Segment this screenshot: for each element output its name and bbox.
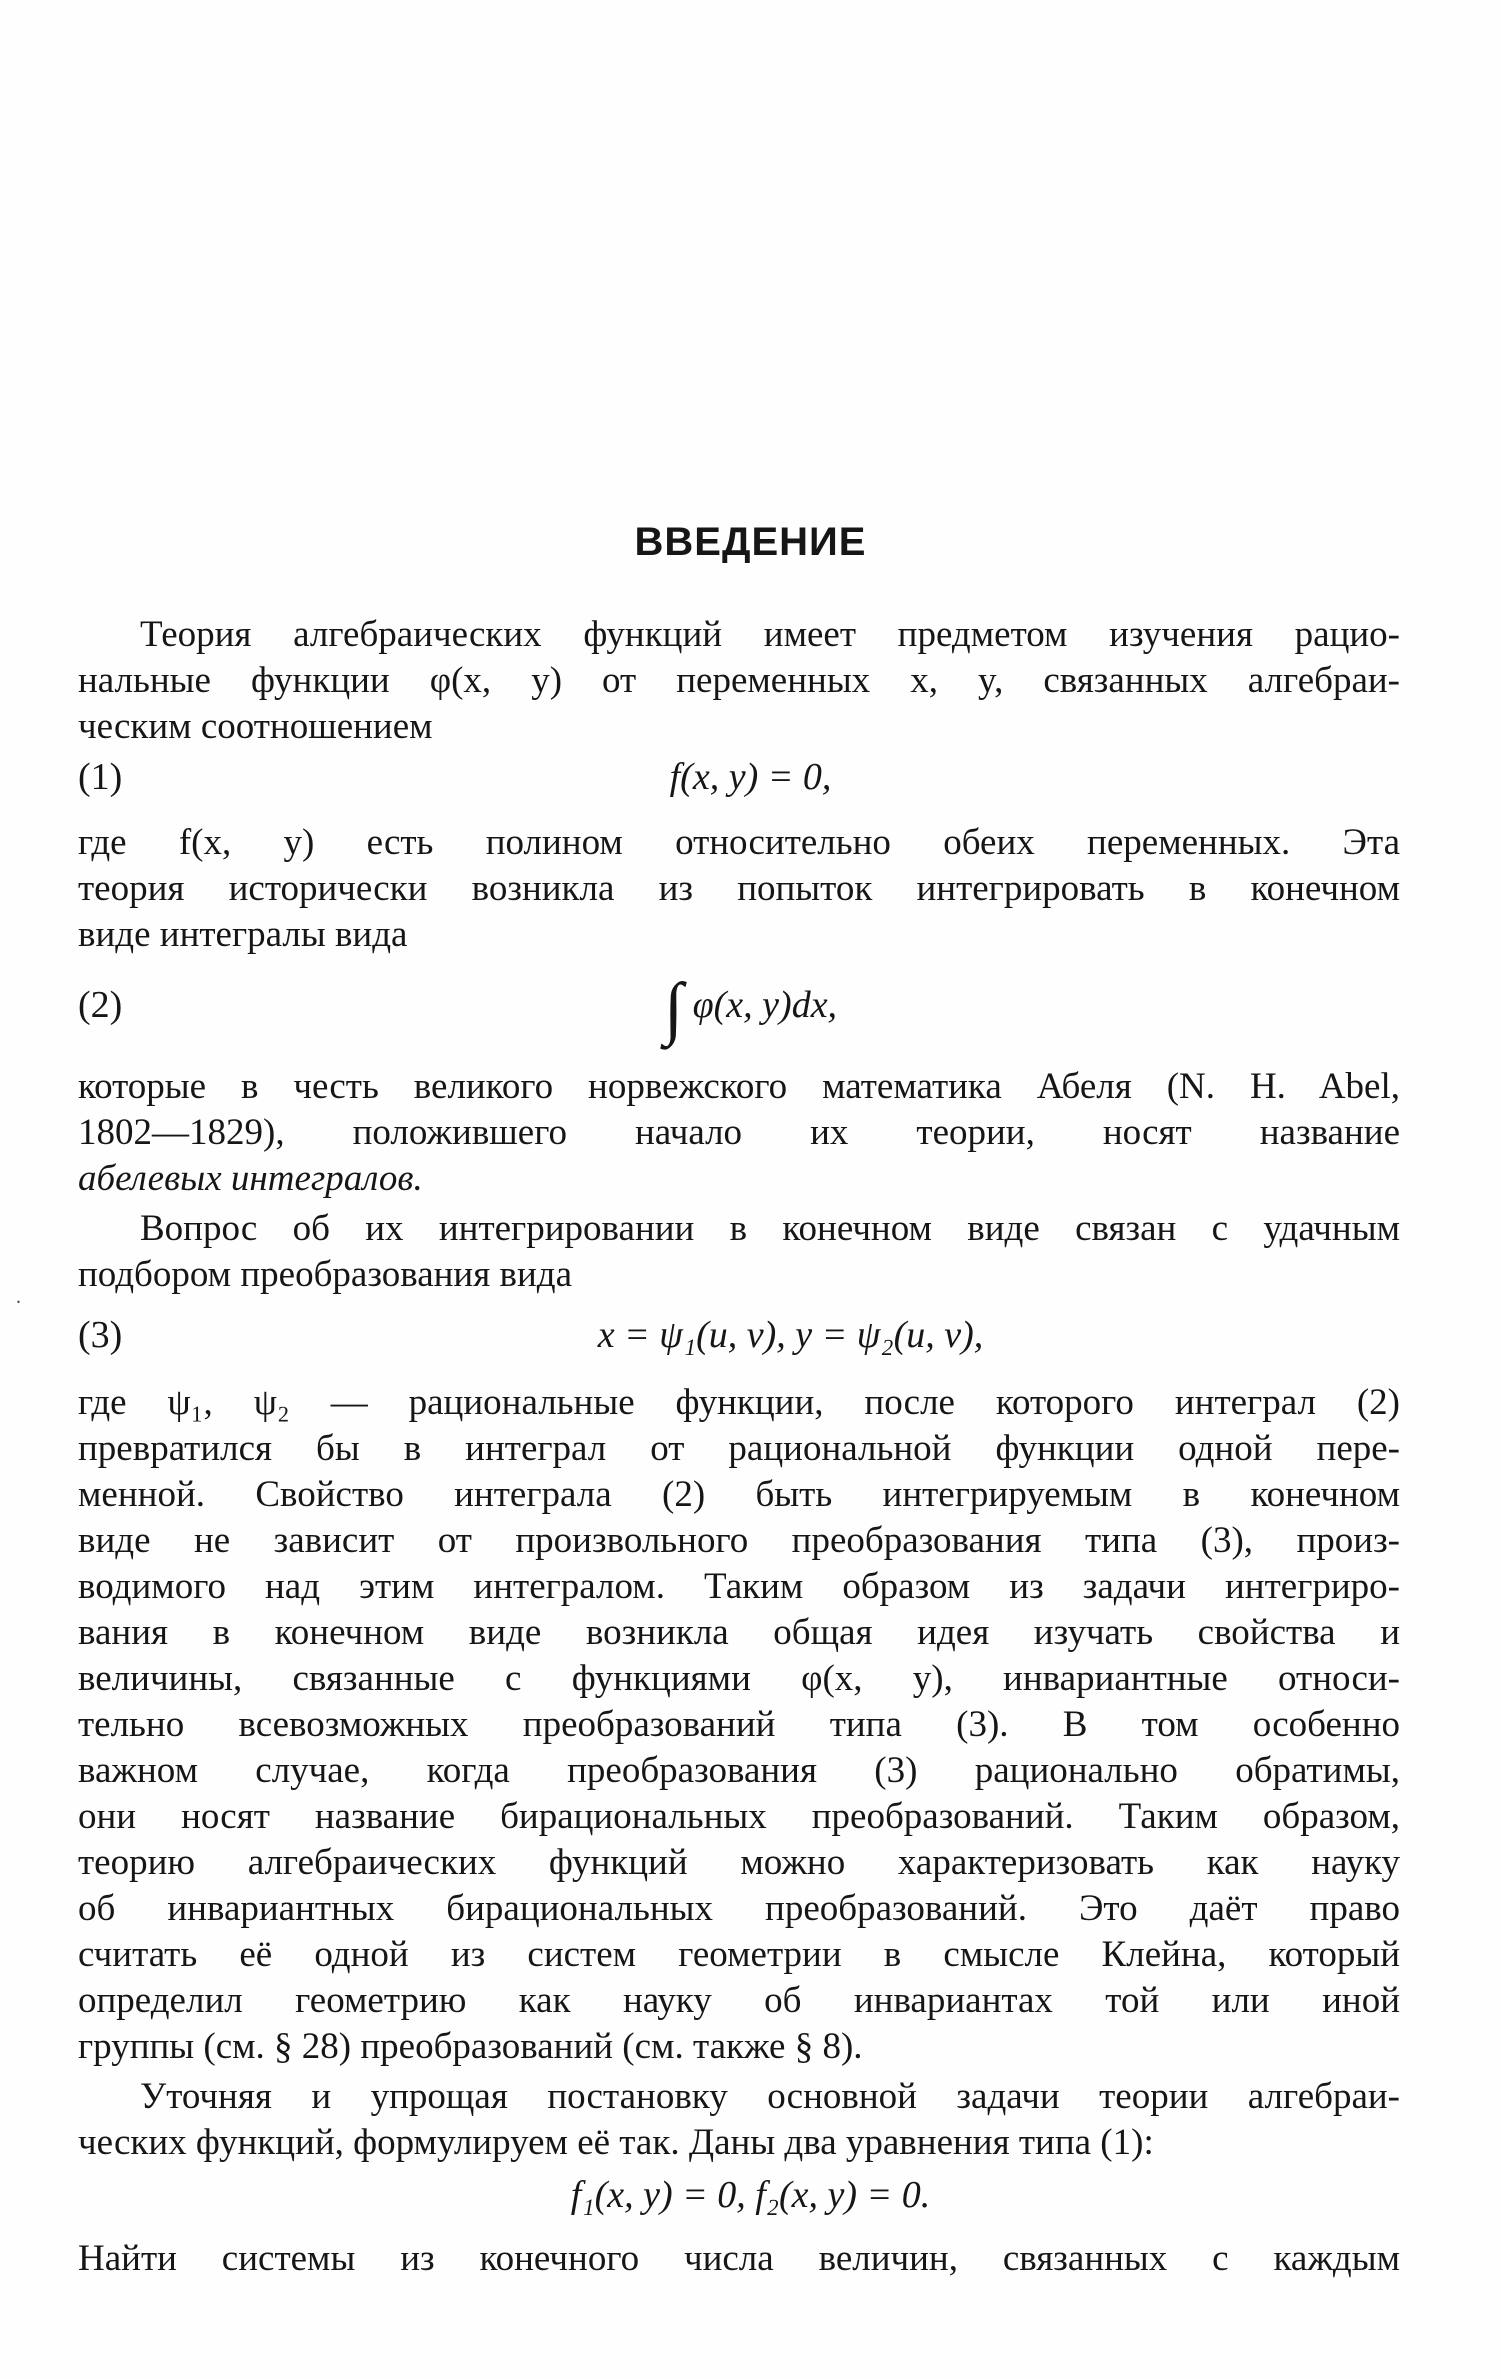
- equation-number: (3): [78, 1314, 123, 1356]
- text-line: теорию алгебраических функций можно характеризовать как науку: [78, 1842, 1400, 1883]
- equation-number: (1): [78, 756, 123, 798]
- text-line: менной. Свойство интеграла (2) быть интегрируемым в конечном: [78, 1474, 1400, 1515]
- text-line: где ψ₁, ψ₂ — рациональные функции, после которого интеграл (2): [78, 1382, 1400, 1423]
- equation-formula: f(x, y) = 0,: [669, 756, 832, 798]
- text-line: 1802—1829), положившего начало их теории, носят название: [78, 1112, 1400, 1153]
- text-line: считать её одной из систем геометрии в смысле Клейна, который: [78, 1934, 1400, 1975]
- text-line: ческих функций, формулируем её так. Даны два уравнения типа (1):: [78, 2122, 1154, 2163]
- text-line: абелевых интегралов.: [78, 1158, 423, 1199]
- text-line: виде не зависит от произвольного преобразования типа (3), произ-: [78, 1520, 1400, 1561]
- margin-mark: .: [16, 1286, 21, 1308]
- text-line: Вопрос об их интегрировании в конечном виде связан с удачным: [140, 1208, 1400, 1249]
- text-line: группы (см. § 28) преобразований (см. также § 8).: [78, 2026, 863, 2067]
- text-line: тельно всевозможных преобразований типа (3). В том особенно: [78, 1704, 1400, 1745]
- text-line: превратился бы в интеграл от рациональной функции одной пере-: [78, 1428, 1400, 1469]
- text-line: вания в конечном виде возникла общая идея изучать свойства и: [78, 1612, 1400, 1653]
- text-line: подбором преобразования вида: [78, 1254, 573, 1295]
- text-line: нальные функции φ(x, y) от переменных x, y, связанных алгебраи-: [78, 660, 1400, 701]
- text-line: определил геометрию как науку об инвариантах той или иной: [78, 1980, 1400, 2021]
- equation-formula: x = ψ₁(u, v), y = ψ₂(u, v),: [597, 1314, 984, 1356]
- text-line: Найти системы из конечного числа величин, связанных с каждым: [78, 2238, 1400, 2279]
- integral-sign-icon: ∫: [663, 970, 684, 1047]
- text-line: где f(x, y) есть полином относительно обеих переменных. Эта: [78, 822, 1400, 863]
- equation-formula: f₁(x, y) = 0, f₂(x, y) = 0.: [570, 2174, 931, 2216]
- text-line: они носят название бирациональных преобразований. Таким образом,: [78, 1796, 1400, 1837]
- equation-number: (2): [78, 984, 123, 1026]
- text-line: величины, связанные с функциями φ(x, y), инвариантные относи-: [78, 1658, 1400, 1699]
- text-line: теория исторически возникла из попыток интегрировать в конечном: [78, 868, 1400, 909]
- equation-formula: ∫ φ(x, y)dx,: [663, 970, 838, 1047]
- text-line: виде интегралы вида: [78, 914, 408, 955]
- text-line: об инвариантных бирациональных преобразований. Это даёт право: [78, 1888, 1400, 1929]
- text-line: которые в честь великого норвежского математика Абеля (N. H. Abel,: [78, 1066, 1400, 1107]
- text-line: водимого над этим интегралом. Таким образом из задачи интегриро-: [78, 1566, 1400, 1607]
- page-title: ВВЕДЕНИЕ: [634, 520, 867, 564]
- text-line: Теория алгебраических функций имеет предметом изучения рацио-: [140, 614, 1400, 655]
- text-line: ческим соотношением: [78, 706, 433, 747]
- text-line: Уточняя и упрощая постановку основной задачи теории алгебраи-: [140, 2076, 1400, 2117]
- text-line: важном случае, когда преобразования (3) рационально обратимы,: [78, 1750, 1400, 1791]
